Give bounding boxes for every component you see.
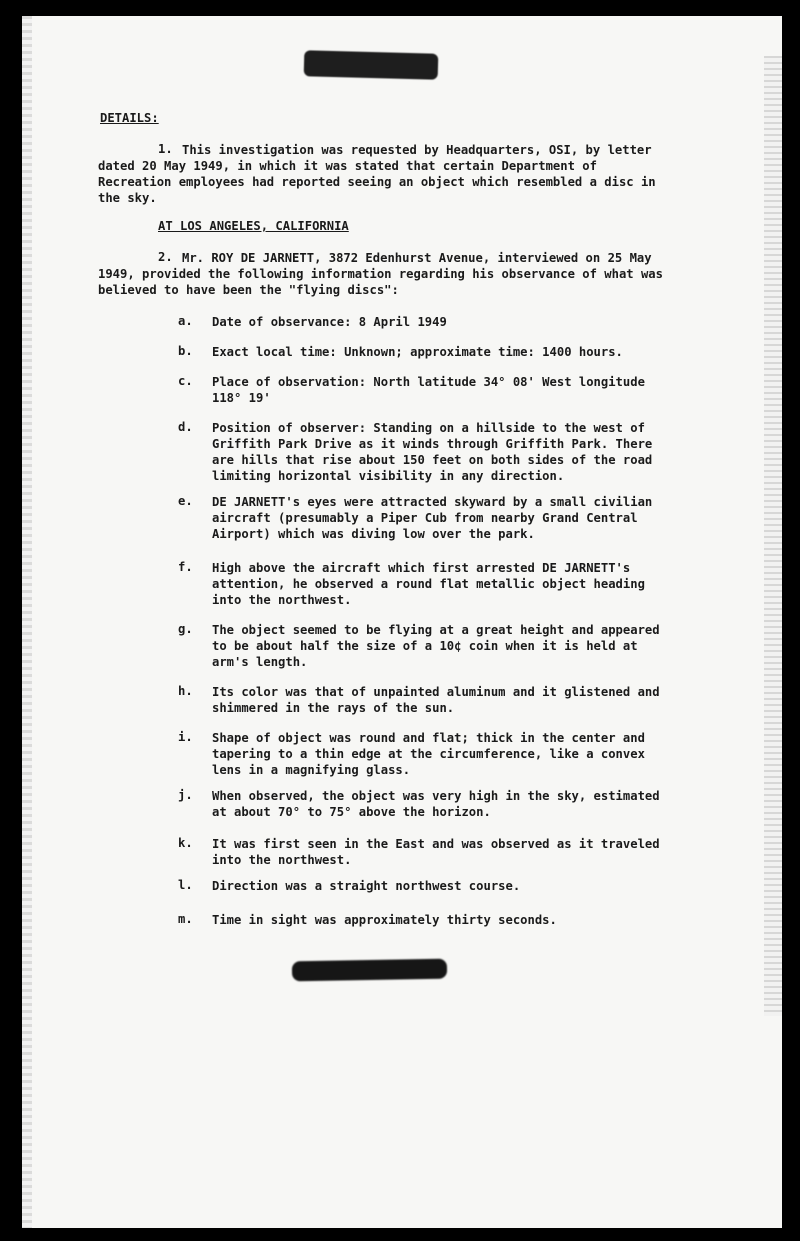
item-text: It was first seen in the East and was observed as it traveled into the northwest.: [212, 837, 660, 867]
item-letter: m.: [178, 912, 193, 926]
item-text: The object seemed to be flying at a great height and appeared to be about half the size of a 10¢ coin when it is held at arm's length.: [212, 623, 660, 669]
intro-paragraph: This investigation was requested by Headquarters, OSI, by letter dated 20 May 1949, in which it was stated that certain Department of Recreation employees had reported seeing an object which resembled a disc in the sky.: [98, 143, 656, 205]
item-letter: h.: [178, 684, 193, 698]
item-text: Date of observance: 8 April 1949: [212, 315, 447, 329]
item-text: Its color was that of unpainted aluminum and it glistened and shimmered in the rays of the sun.: [212, 685, 660, 715]
item-letter: c.: [178, 374, 193, 388]
item-letter: b.: [178, 344, 193, 358]
details-heading: DETAILS:: [100, 111, 159, 125]
item-text: Direction was a straight northwest course.: [212, 879, 521, 893]
item-letter: k.: [178, 836, 193, 850]
para2-paragraph: Mr. ROY DE JARNETT, 3872 Edenhurst Avenue, interviewed on 25 May 1949, provided the following information regarding his observance of what was believed to have been the "flying discs":: [98, 251, 663, 297]
item-letter: d.: [178, 420, 193, 434]
item-letter: a.: [178, 314, 193, 328]
document-page: [22, 16, 782, 1228]
classification-stamp-redacted: [304, 50, 439, 79]
item-text: Shape of object was round and flat; thick in the center and tapering to a thin edge at the circumference, like a convex lens in a magnifying glass.: [212, 731, 645, 777]
item-text: Time in sight was approximately thirty seconds.: [212, 913, 557, 927]
item-letter: l.: [178, 878, 193, 892]
item-text: Position of observer: Standing on a hillside to the west of Griffith Park Drive as it winds through Griffith Park. There are hills that rise about 150 feet on both sides of the road limiting horizontal visibility in any direction.: [212, 421, 653, 483]
item-letter: i.: [178, 730, 193, 744]
item-text: Exact local time: Unknown; approximate time: 1400 hours.: [212, 345, 623, 359]
item-letter: j.: [178, 788, 193, 802]
page-edge-right: [764, 56, 782, 1016]
page-edge-left: [22, 16, 32, 1228]
item-letter: f.: [178, 560, 193, 574]
bottom-stamp-redacted: [292, 959, 447, 982]
item-text: DE JARNETT's eyes were attracted skyward by a small civilian aircraft (presumably a Piper Cub from nearby Grand Central Airport) which was diving low over the park.: [212, 495, 653, 541]
location-heading: AT LOS ANGELES, CALIFORNIA: [158, 219, 349, 233]
item-text: Place of observation: North latitude 34° 08' West longitude 118° 19': [212, 375, 645, 405]
item-text: When observed, the object was very high in the sky, estimated at about 70° to 75° above the horizon.: [212, 789, 660, 819]
item-text: High above the aircraft which first arrested DE JARNETT's attention, he observed a round flat metallic object heading into the northwest.: [212, 561, 645, 607]
item-letter: g.: [178, 622, 193, 636]
para2-number: 2.: [158, 250, 173, 264]
intro-number: 1.: [158, 142, 173, 156]
item-letter: e.: [178, 494, 193, 508]
